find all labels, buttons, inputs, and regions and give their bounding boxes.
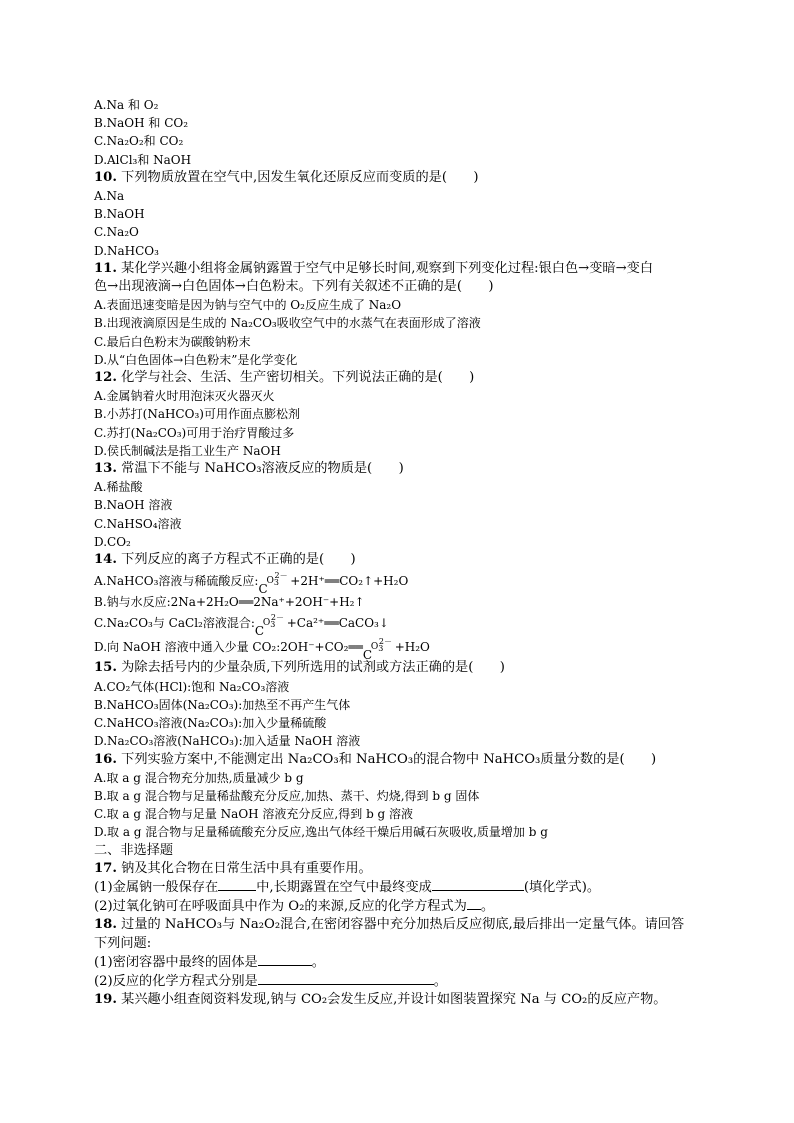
question-19 [94, 991, 714, 1009]
option-c: C.苏打(Na₂CO₃)可用于治疗胃酸过多 [94, 425, 295, 440]
option-c: C.Na₂O [94, 225, 139, 240]
option-c: C.Na₂CO₃与 CaCl₂溶液混合: C O3 2－ +Ca²⁺══CaCO₃↓ [94, 612, 389, 638]
question-text: 下列物质放置在空气中,因发生氧化还原反应而变质的是( ) [116, 169, 479, 185]
option-d: D.从“白色固体→白色粉末”是化学变化 [94, 352, 298, 367]
question-text: 某兴趣小组查阅资料发现,钠与 CO₂会发生反应,并设计如图装置探究 Na 与 CO₂的反应产物。 [116, 992, 667, 1008]
sub-question-1: (1)密闭容器中最终的固体是 。 [94, 954, 325, 970]
sub-question-2: (2)反应的化学方程式分别是 。 [94, 973, 447, 989]
carbonate-ion: C O3 2－ [258, 570, 288, 596]
question-10 [94, 169, 714, 187]
question-16 [94, 751, 714, 769]
question-14 [94, 551, 714, 569]
option-d: D.取 a g 混合物与足量稀硫酸充分反应,逸出气体经干燥后用碱石灰吸收,质量增加 b g [94, 825, 548, 840]
option-c: C.NaHSO₄溶液 [94, 516, 182, 531]
question-number: 12. [94, 370, 117, 386]
option-d: D.CO₂ [94, 534, 131, 549]
question-text: 下列实验方案中,不能测定出 Na₂CO₃和 NaHCO₃的混合物中 NaHCO₃质量分数的是( ) [116, 751, 657, 767]
question-number: 18. [94, 917, 117, 933]
answer-blank[interactable] [432, 878, 524, 891]
question-text: 钠及其化合物在日常生活中具有重要作用。 [116, 860, 372, 876]
option-b: B.小苏打(NaHCO₃)可用作面点膨松剂 [94, 407, 300, 422]
answer-blank[interactable] [258, 953, 312, 966]
option-d: D.AlCl₃和 NaOH [94, 152, 192, 167]
sub-question-2: (2)过氧化钠可在呼吸面具中作为 O₂的来源,反应的化学方程式为 。 [94, 899, 495, 915]
option-b: B.钠与水反应:2Na+2H₂O══2Na⁺+2OH⁻+H₂↑ [94, 595, 365, 610]
option-a: A.稀盐酸 [94, 480, 143, 495]
option-a: A.Na 和 O₂ [94, 98, 159, 112]
question-text: 下列反应的离子方程式不正确的是( ) [116, 552, 356, 568]
question-text: 某化学兴趣小组将金属钠露置于空气中足够长时间,观察到下列变化过程:银白色→变暗→变白 [116, 260, 654, 276]
option-a: A.CO₂气体(HCl):饱和 Na₂CO₃溶液 [94, 679, 290, 694]
option-a: A.金属钠着火时用泡沫灭火器灭火 [94, 389, 275, 404]
question-17 [94, 860, 714, 878]
option-c: C.Na₂O₂和 CO₂ [94, 134, 184, 149]
option-d: D.侯氏制碱法是指工业生产 NaOH [94, 443, 281, 458]
question-number: 10. [94, 169, 117, 185]
option-c: C.最后白色粉末为碳酸钠粉末 [94, 334, 251, 349]
question-number: 11. [94, 260, 117, 276]
question-text: 为除去括号内的少量杂质,下列所选用的试剂或方法正确的是( ) [116, 660, 505, 676]
carbonate-ion: C O3 2－ [362, 636, 392, 662]
sub-question-1: (1)金属钠一般保存在 中,长期露置在空气中最终变成 (填化学式)。 [94, 879, 601, 895]
option-d: D.Na₂CO₃溶液(NaHCO₃):加入适量 NaOH 溶液 [94, 734, 361, 749]
question-number: 17. [94, 860, 117, 876]
answer-blank[interactable] [218, 878, 256, 891]
option-b: B.NaOH [94, 207, 145, 222]
answer-blank[interactable] [467, 897, 481, 910]
carbonate-ion: C O3 2－ [254, 612, 284, 638]
option-b: B.取 a g 混合物与足量稀盐酸充分反应,加热、蒸干、灼烧,得到 b g 固体 [94, 788, 480, 803]
option-b: B.NaHCO₃固体(Na₂CO₃):加热至不再产生气体 [94, 697, 351, 712]
question-12 [94, 369, 714, 387]
question-number: 14. [94, 552, 117, 568]
option-c: C.NaHCO₃溶液(Na₂CO₃):加入少量稀硫酸 [94, 716, 327, 731]
question-text: 常温下不能与 NaHCO₃溶液反应的物质是( ) [116, 461, 404, 477]
question-number: 19. [94, 992, 117, 1008]
question-number: 15. [94, 660, 117, 676]
question-13 [94, 460, 714, 478]
exam-page [94, 96, 714, 1009]
question-text: 过量的 NaHCO₃与 Na₂O₂混合,在密闭容器中充分加热后反应彻底,最后排出一定量气体。请回答 [116, 917, 685, 933]
question-number: 16. [94, 751, 117, 767]
question-text: 化学与社会、生活、生产密切相关。下列说法正确的是( ) [116, 370, 475, 386]
question-18 [94, 916, 714, 934]
option-b: B.出现液滴原因是生成的 Na₂CO₃吸收空气中的水蒸气在表面形成了溶液 [94, 316, 481, 331]
option-d: D.NaHCO₃ [94, 243, 159, 258]
answer-blank[interactable] [258, 972, 434, 985]
question-text-cont: 下列问题: [94, 935, 152, 951]
option-a: A.NaHCO₃溶液与稀硫酸反应: C O3 2－ +2H⁺══CO₂↑+H₂O [94, 570, 409, 596]
section-heading: 二、非选择题 [94, 842, 174, 858]
question-number: 13. [94, 461, 117, 477]
option-b: B.NaOH 溶液 [94, 498, 173, 513]
option-a: A.取 a g 混合物充分加热,质量减少 b g [94, 770, 304, 785]
option-b: B.NaOH 和 CO₂ [94, 116, 189, 131]
question-text-cont: 色→出现液滴→白色固体→白色粉末。下列有关叙述不正确的是( ) [94, 279, 494, 295]
option-a: A.Na [94, 189, 125, 204]
option-c: C.取 a g 混合物与足量 NaOH 溶液充分反应,得到 b g 溶液 [94, 807, 414, 822]
option-d: D.向 NaOH 溶液中通入少量 CO₂:2OH⁻+CO₂══ C O3 2－ +H₂O [94, 636, 430, 662]
question-11 [94, 260, 714, 278]
question-15 [94, 659, 714, 677]
option-a: A.表面迅速变暗是因为钠与空气中的 O₂反应生成了 Na₂O [94, 298, 402, 313]
